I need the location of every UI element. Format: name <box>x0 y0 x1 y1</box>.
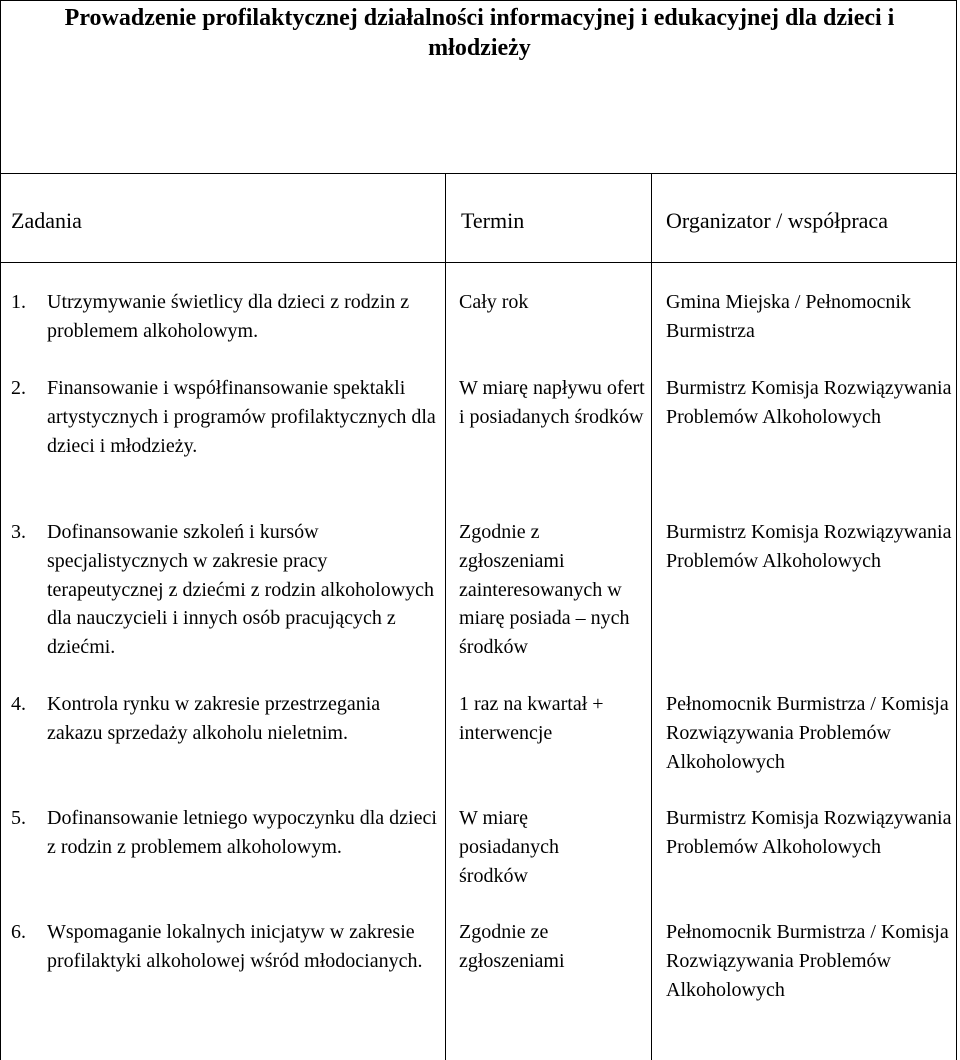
organizer-cell: Pełnomocnik Burmistrza / Komisja Rozwiązywania Problemów Alkoholowych <box>666 921 949 1001</box>
task-cell: Dofinansowanie letniego wypoczynku dla dzieci z rodzin z problemem alkoholowym. <box>47 807 437 858</box>
header-term: Termin <box>461 208 525 233</box>
header-tasks: Zadania <box>11 208 82 233</box>
row-number: 1. <box>11 291 26 313</box>
title-box <box>0 0 957 174</box>
task-cell: Utrzymywanie świetlicy dla dzieci z rodzin z problemem alkoholowym. <box>47 291 410 342</box>
organizer-cell: Gmina Miejska / Pełnomocnik Burmistrza <box>666 291 911 342</box>
column-divider <box>445 174 446 1060</box>
task-cell: Dofinansowanie szkoleń i kursów specjalistycznych w zakresie pracy terapeutycznej z dziećmi z rodzin alkoholowych dla nauczycieli i innych osób pracujących z dziećmi. <box>47 521 435 659</box>
task-cell: Kontrola rynku w zakresie przestrzegania zakazu sprzedaży alkoholu nieletnim. <box>47 693 381 744</box>
row-number: 2. <box>11 377 26 399</box>
row-number: 4. <box>11 693 26 715</box>
term-cell: 1 raz na kwartał + interwencje <box>459 693 604 744</box>
row-number: 6. <box>11 921 26 943</box>
column-divider <box>651 174 652 1060</box>
document-title: Prowadzenie profilaktycznej działalności informacyjnej i edukacyjnej dla dzieci i młodzieży <box>64 5 895 61</box>
header-divider <box>1 262 956 263</box>
task-cell: Finansowanie i współfinansowanie spektakli artystycznych i programów profilaktycznych dla dzieci i młodzieży. <box>47 377 436 457</box>
term-cell: Zgodnie z zgłoszeniami zainteresowanych w miarę posiada – nych środków <box>459 521 630 659</box>
term-cell: Cały rok <box>459 291 529 313</box>
header-organizer: Organizator / współpraca <box>666 208 888 233</box>
organizer-cell: Burmistrz Komisja Rozwiązywania Problemów Alkoholowych <box>666 807 952 858</box>
task-cell: Wspomaganie lokalnych inicjatyw w zakresie profilaktyki alkoholowej wśród młodocianych. <box>47 921 423 972</box>
organizer-cell: Pełnomocnik Burmistrza / Komisja Rozwiązywania Problemów Alkoholowych <box>666 693 949 773</box>
term-cell: W miarę napływu ofert i posiadanych środków <box>459 377 645 428</box>
row-number: 5. <box>11 807 26 829</box>
organizer-cell: Burmistrz Komisja Rozwiązywania Problemów Alkoholowych <box>666 377 952 428</box>
term-cell: Zgodnie ze zgłoszeniami <box>459 921 565 972</box>
term-cell: W miarę posiadanych środków <box>459 807 559 887</box>
tasks-table <box>0 174 957 1060</box>
organizer-cell: Burmistrz Komisja Rozwiązywania Problemów Alkoholowych <box>666 521 952 572</box>
row-number: 3. <box>11 521 26 543</box>
